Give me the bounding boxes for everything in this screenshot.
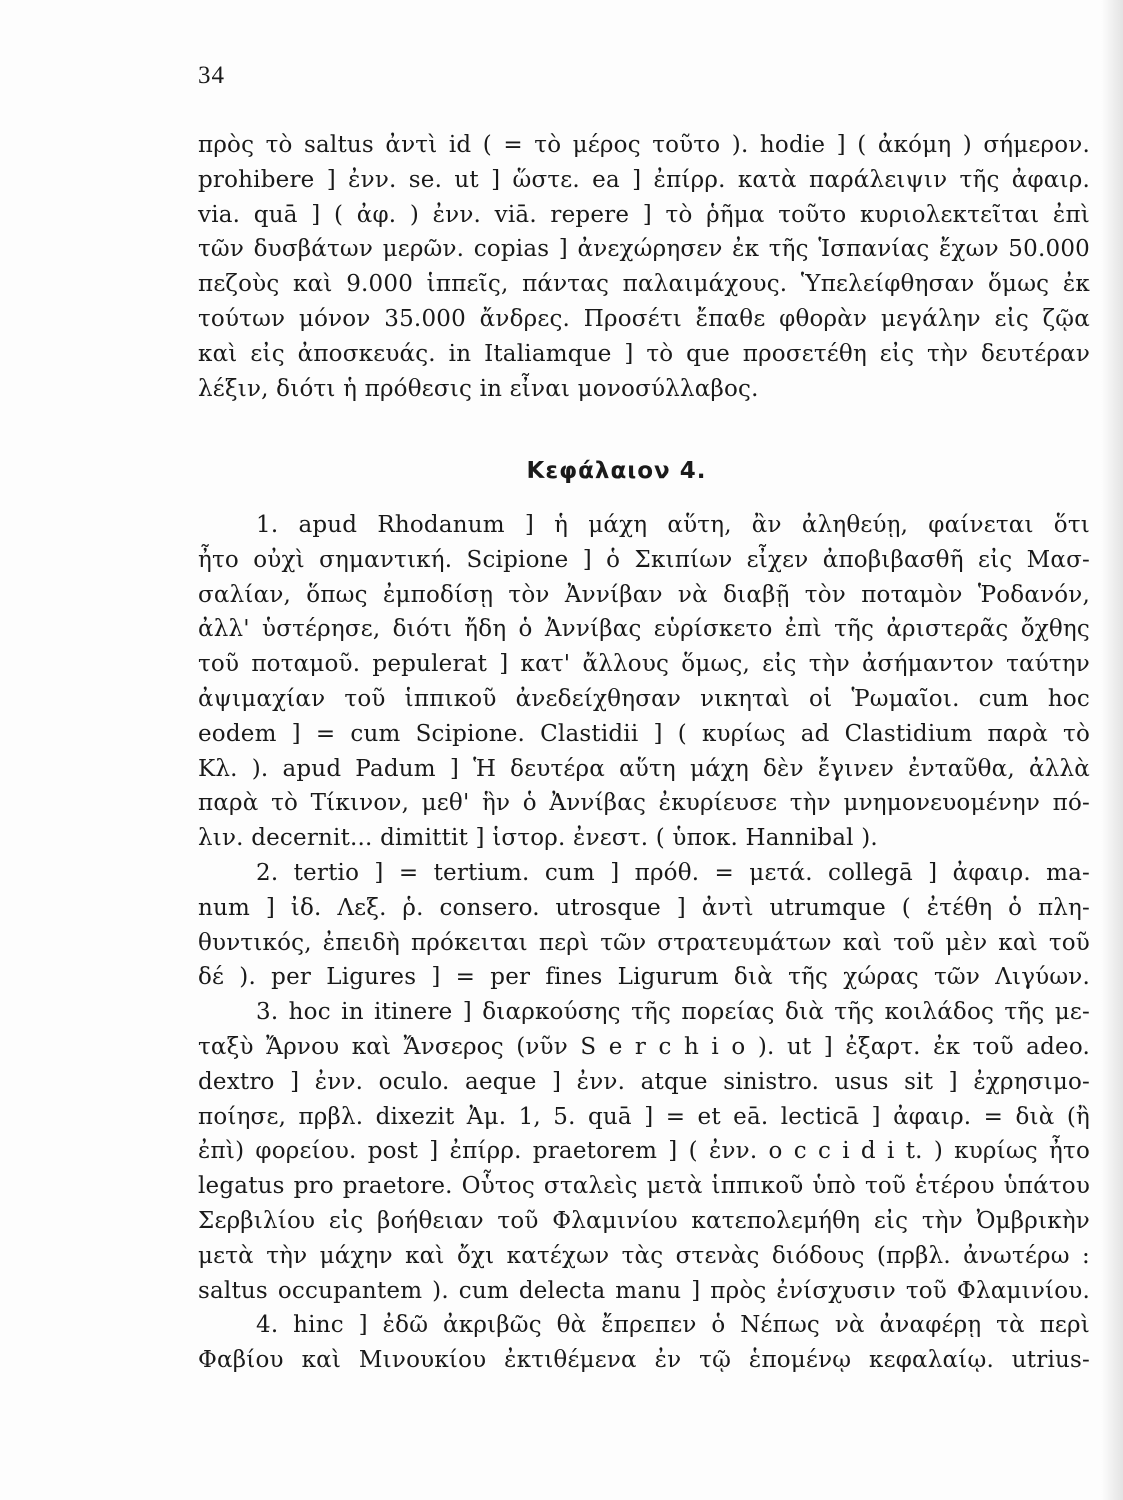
text-line: ἀλλ' ὑστέρησε, διότι ἤδη ὁ Ἀννίβας εὑρίσκετο ἐπὶ τῆς ἀριστερᾶς ὄχθης [198,616,1090,643]
text-line: τούτων μόνον 35.000 ἄνδρες. Προσέτι ἔπαθε φθορὰν μεγάλην εἰς ζῷα [198,305,1090,332]
page-number: 34 [198,62,225,89]
text-line: ἦτο οὐχὶ σημαντική. Scipione ] ὁ Σκιπίων εἶχεν ἀποβιβασθῆ εἰς Μασ- [198,546,1090,573]
text-line: dextro ] ἐνν. oculo. aeque ] ἐνν. atque sinistro. usus sit ] ἐχρησιμο- [198,1068,1090,1095]
chapter-body [198,508,1090,1378]
text-line: ταξὺ Ἄρνου καὶ Ἄνσερος (νῦν S e r c h i o ). ut ] ἐξαρτ. ἐκ τοῦ adeo. [198,1033,1090,1060]
text-line: πεζοὺς καὶ 9.000 ἱππεῖς, πάντας παλαιμάχους. Ὑπελείφθησαν ὅμως ἐκ [198,271,1090,298]
text-line: ποίησε, πρβλ. dixezit Ἀμ. 1, 5. quā ] = et eā. lecticā ] ἀφαιρ. = διὰ (ἢ [198,1103,1090,1130]
text-line: Κλ. ). apud Padum ] Ἡ δευτέρα αὕτη μάχη δὲν ἔγινεν ἐνταῦθα, ἀλλὰ [198,755,1090,782]
text-line: δέ ). per Ligures ] = per fines Ligurum διὰ τῆς χώρας τῶν Λιγύων. [198,964,1090,991]
text-line: τοῦ ποταμοῦ. pepulerat ] κατ' ἄλλους ὅμως, εἰς τὴν ἀσήμαντον ταύτην [198,651,1090,678]
paragraph-start-line: 2. tertio ] = tertium. cum ] πρόθ. = μετά. collegā ] ἀφαιρ. ma- [256,859,1090,886]
text-line: eodem ] = cum Scipione. Clastidii ] ( κυρίως ad Clastidium παρὰ τὸ [198,720,1090,747]
text-line: τῶν δυσβάτων μερῶν. copias ] ἀνεχώρησεν ἐκ τῆς Ἱσπανίας ἔχων 50.000 [198,236,1090,263]
text-line: via. quā ] ( ἀφ. ) ἐνν. viā. repere ] τὸ ῥῆμα τοῦτο κυριολεκτεῖται ἐπὶ [198,201,1090,228]
paragraph-start-line: 3. hoc in itinere ] διαρκούσης τῆς πορείας διὰ τῆς κοιλάδος τῆς με- [256,999,1090,1026]
text-line: Φαβίου καὶ Μινουκίου ἐκτιθέμενα ἐν τῷ ἑπομένῳ κεφαλαίῳ. utrius- [198,1347,1090,1374]
text-line: λιν. decernit... dimittit ] ἱστορ. ἐνεστ. ( ὑποκ. Hannibal ). [198,825,878,852]
text-line: ἀψιμαχίαν τοῦ ἱππικοῦ ἀνεδείχθησαν νικηταὶ οἱ Ῥωμαῖοι. cum hoc [198,685,1090,712]
text-line: μετὰ τὴν μάχην καὶ ὄχι κατέχων τὰς στενὰς διόδους (πρβλ. ἀνωτέρω : [198,1242,1090,1269]
text-line: καὶ εἰς ἀποσκευάς. in Italiamque ] τὸ que προσετέθη εἰς τὴν δευτέραν [198,340,1090,367]
text-line: πρὸς τὸ saltus ἀντὶ id ( = τὸ μέρος τοῦτο ). hodie ] ( ἀκόμη ) σήμερον. [198,132,1090,158]
text-line: legatus pro praetore. Οὗτος σταλεὶς μετὰ ἱππικοῦ ὑπὸ τοῦ ἑτέρου ὑπάτου [198,1173,1090,1200]
paragraph-start-line: 1. apud Rhodanum ] ἡ μάχη αὕτη, ἂν ἀληθεύῃ, φαίνεται ὅτι [256,512,1090,538]
text-line: σαλίαν, ὅπως ἐμποδίσῃ τὸν Ἀννίβαν νὰ διαβῇ τὸν ποταμὸν Ῥοδανόν, [198,581,1090,608]
text-line: saltus occupantem ). cum delecta manu ] πρὸς ἐνίσχυσιν τοῦ Φλαμινίου. [198,1277,1090,1304]
text-line: παρὰ τὸ Τίκινον, μεθ' ἣν ὁ Ἀννίβας ἐκυρίευσε τὴν μνημονευομένην πό- [198,790,1090,817]
page-edge-shadow [1101,0,1123,1500]
text-line: ἐπὶ) φορείου. post ] ἐπίρρ. praetorem ] ( ἐνν. o c c i d i t. ) κυρίως ἦτο [198,1138,1090,1165]
chapter-heading: Κεφάλαιον 4. [526,458,707,484]
text-line: Σερβιλίου εἰς βοήθειαν τοῦ Φλαμινίου κατεπολεμήθη εἰς τὴν Ὀμβρικὴν [198,1207,1090,1234]
paragraph-start-line: 4. hinc ] ἐδῶ ἀκριβῶς θὰ ἔπρεπεν ὁ Νέπως νὰ ἀναφέρῃ τὰ περὶ [256,1312,1090,1339]
text-line: prohibere ] ἐνν. se. ut ] ὥστε. ea ] ἐπίρρ. κατὰ παράλειψιν τῆς ἀφαιρ. [198,166,1090,193]
text-line: λέξιν, διότι ἡ πρόθεσις in εἶναι μονοσύλλαβος. [198,375,759,402]
text-line: θυντικός, ἐπειδὴ πρόκειται περὶ τῶν στρατευμάτων καὶ τοῦ μὲν καὶ τοῦ [198,929,1090,956]
intro-paragraph [198,128,1090,406]
text-line: num ] ἰδ. Λεξ. ῥ. consero. utrosque ] ἀντὶ utrumque ( ἐτέθη ὁ πλη- [198,894,1090,921]
